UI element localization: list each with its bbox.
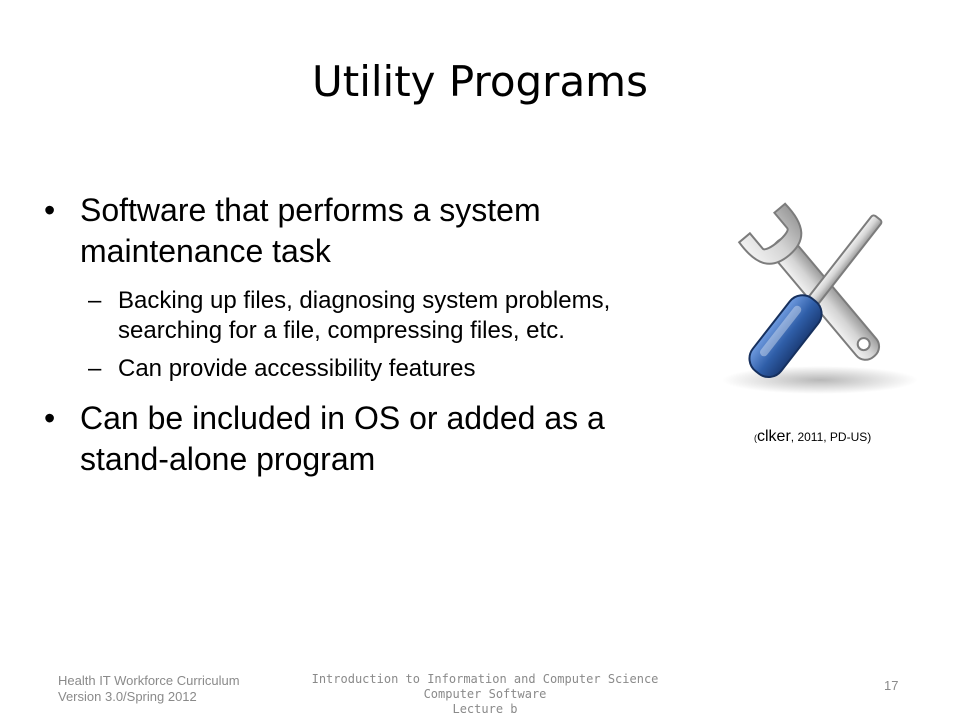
bullet-item-1	[44, 190, 684, 272]
slide-body	[44, 190, 684, 480]
bullet-item-2	[44, 398, 684, 480]
sub-bullet-item-1	[44, 286, 684, 346]
caption-open-paren: (	[754, 433, 757, 443]
dash-marker: –	[88, 355, 102, 382]
footer-center-line-3: Lecture b	[452, 702, 518, 716]
bullet-text-2: Can be included in OS or added as a stand-alone program	[80, 400, 605, 477]
slide-title: Utility Programs	[312, 57, 648, 106]
sub-bullet-item-2	[44, 354, 684, 384]
sub-bullet-text-2: Can provide accessibility features	[118, 355, 476, 382]
bullet-marker: •	[44, 400, 56, 436]
footer-center-line-2: Computer Software	[423, 687, 547, 701]
sub-bullet-text-1: Backing up files, diagnosing system problems, searching for a file, compressing files, etc.	[118, 287, 611, 344]
page-number: 17	[884, 678, 899, 693]
footer-center-line-1: Introduction to Information and Computer Science	[311, 672, 659, 686]
footer-curriculum	[58, 673, 240, 705]
dash-marker: –	[88, 287, 102, 314]
icon-shadow	[722, 366, 918, 394]
wrench-screwdriver-icon	[718, 192, 922, 398]
footer-left-line-1: Health IT Workforce Curriculum	[58, 673, 240, 688]
footer-left-line-2: Version 3.0/Spring 2012	[58, 689, 197, 704]
caption-rest: , 2011, PD-US)	[790, 430, 872, 444]
image-caption	[754, 428, 871, 446]
bullet-marker: •	[44, 192, 56, 228]
caption-source: clker	[757, 428, 791, 445]
footer-course	[290, 672, 680, 717]
bullet-text-1: Software that performs a system maintenance task	[80, 192, 541, 269]
